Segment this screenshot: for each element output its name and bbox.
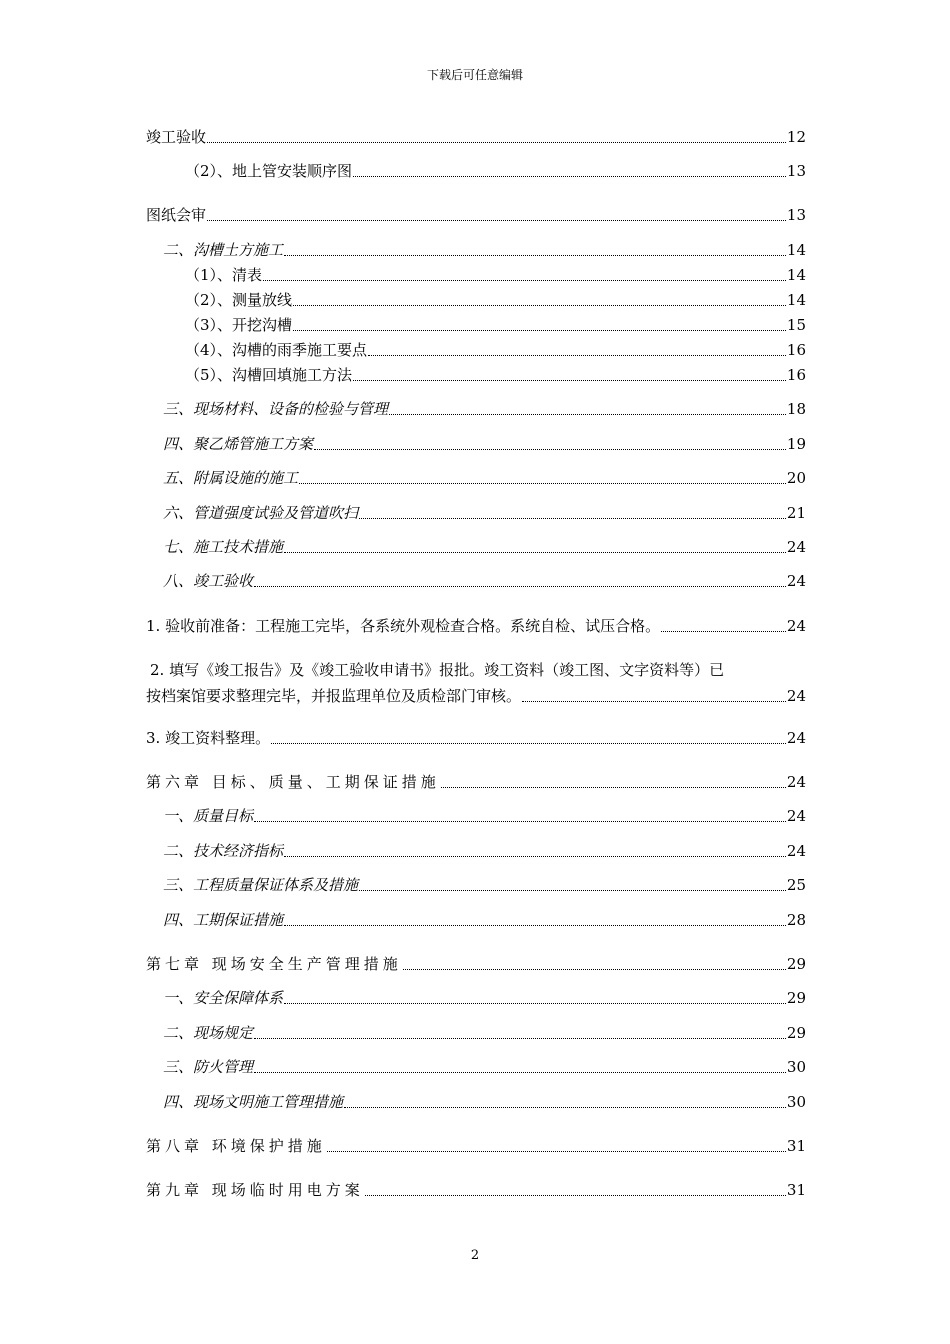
- toc-entry[interactable]: [163, 1022, 806, 1044]
- toc-entry[interactable]: [185, 364, 806, 386]
- toc-page: 13: [786, 162, 806, 180]
- toc-title: 第八章 环境保护措施: [146, 1137, 326, 1155]
- toc-page: 24: [786, 729, 806, 747]
- toc-row-line2: [146, 683, 806, 709]
- toc-entry[interactable]: [163, 570, 806, 592]
- toc-entry[interactable]: [163, 467, 806, 489]
- toc-title: 四、现场文明施工管理措施: [163, 1093, 344, 1111]
- toc-entry[interactable]: [163, 502, 806, 524]
- toc-title-line2: 按档案馆要求整理完毕，并报监理单位及质检部门审核。: [146, 687, 522, 705]
- toc-title: 竣工验收: [146, 128, 207, 146]
- toc-title: 3. 竣工资料整理。: [146, 729, 271, 747]
- dot-leader: [522, 701, 786, 702]
- toc-page: 18: [786, 400, 806, 418]
- dot-leader: [293, 305, 786, 306]
- toc-title: 第九章 现场临时用电方案: [146, 1181, 364, 1199]
- toc-entry[interactable]: [163, 536, 806, 558]
- toc-entry[interactable]: [163, 433, 806, 455]
- toc-entry[interactable]: [163, 239, 806, 261]
- toc-entry[interactable]: [163, 874, 806, 896]
- toc-page: 25: [786, 876, 806, 894]
- dot-leader: [207, 220, 786, 221]
- dot-leader: [359, 518, 786, 519]
- dot-leader: [293, 330, 786, 331]
- toc-page: 31: [786, 1137, 806, 1155]
- dot-leader: [284, 552, 786, 553]
- toc-title: 八、竣工验收: [163, 572, 254, 590]
- dot-leader: [254, 1072, 786, 1073]
- toc-entry[interactable]: [146, 1135, 806, 1157]
- toc-title: （3）、开挖沟槽: [185, 316, 293, 334]
- toc-page: 30: [786, 1093, 806, 1111]
- toc-page: 16: [786, 341, 806, 359]
- toc-title: （2）、地上管安装顺序图: [185, 162, 353, 180]
- toc-page: 14: [786, 241, 806, 259]
- toc-title: 一、安全保障体系: [163, 989, 284, 1007]
- toc-entry[interactable]: [163, 987, 806, 1009]
- dot-leader: [207, 142, 786, 143]
- toc-entry[interactable]: [146, 615, 806, 637]
- toc-page: 20: [786, 469, 806, 487]
- toc-title: 五、附属设施的施工: [163, 469, 299, 487]
- toc-entry[interactable]: [146, 953, 806, 975]
- dot-leader: [368, 355, 786, 356]
- toc-page: 24: [786, 807, 806, 825]
- dot-leader: [403, 969, 786, 970]
- toc-entry[interactable]: [163, 909, 806, 931]
- dot-leader: [365, 1195, 786, 1196]
- toc-title: 四、聚乙烯管施工方案: [163, 435, 314, 453]
- toc-title-line1: 2. 填写《竣工报告》及《竣工验收申请书》报批。竣工资料（竣工图、文字资料等）已: [150, 661, 725, 679]
- toc-page: 14: [786, 291, 806, 309]
- toc-page: 24: [786, 538, 806, 556]
- dot-leader: [284, 856, 786, 857]
- toc-page: 24: [786, 617, 806, 635]
- toc-entry[interactable]: [163, 1056, 806, 1078]
- toc-title: 第七章 现场安全生产管理措施: [146, 955, 402, 973]
- toc-title: 二、现场规定: [163, 1024, 254, 1042]
- toc-entry[interactable]: [146, 204, 806, 226]
- toc-page: 13: [786, 206, 806, 224]
- dot-leader: [327, 1151, 786, 1152]
- toc-page: 24: [786, 842, 806, 860]
- dot-leader: [441, 787, 786, 788]
- toc-page: 31: [786, 1181, 806, 1199]
- toc-page: 12: [786, 128, 806, 146]
- toc-title: （1）、清表: [185, 266, 263, 284]
- dot-leader: [254, 821, 786, 822]
- toc-entry[interactable]: [163, 398, 806, 420]
- toc-page: 29: [786, 1024, 806, 1042]
- dot-leader: [284, 255, 786, 256]
- toc-page: 30: [786, 1058, 806, 1076]
- dot-leader: [263, 280, 786, 281]
- toc-title: 三、现场材料、设备的检验与管理: [163, 400, 389, 418]
- dot-leader: [254, 586, 786, 587]
- dot-leader: [359, 890, 786, 891]
- dot-leader: [271, 743, 786, 744]
- toc-entry[interactable]: [146, 1179, 806, 1201]
- dot-leader: [284, 1003, 786, 1004]
- toc-entry[interactable]: [185, 264, 806, 286]
- toc-page: 24: [786, 687, 806, 705]
- toc-page: 29: [786, 989, 806, 1007]
- toc-entry[interactable]: [163, 1091, 806, 1113]
- dot-leader: [254, 1038, 786, 1039]
- toc-title: 1. 验收前准备：工程施工完毕，各系统外观检查合格。系统自检、试压合格。: [146, 617, 661, 635]
- toc-title: 图纸会审: [146, 206, 207, 224]
- dot-leader: [389, 414, 786, 415]
- toc-page: 16: [786, 366, 806, 384]
- toc-page: 15: [786, 316, 806, 334]
- page-header: 下载后可任意编辑: [426, 68, 523, 82]
- toc-page: 14: [786, 266, 806, 284]
- dot-leader: [661, 631, 786, 632]
- toc-title: （5）、沟槽回填施工方法: [185, 366, 353, 384]
- toc-page: 19: [786, 435, 806, 453]
- toc-entry[interactable]: [146, 771, 806, 793]
- dot-leader: [353, 176, 786, 177]
- toc-entry[interactable]: [146, 727, 806, 749]
- toc-entry[interactable]: [185, 160, 806, 182]
- toc-page: 24: [786, 572, 806, 590]
- toc-title: 六、管道强度试验及管道吹扫: [163, 504, 359, 522]
- toc-entry[interactable]: [163, 840, 806, 862]
- toc-title: 七、施工技术措施: [163, 538, 284, 556]
- toc-page: 29: [786, 955, 806, 973]
- toc-entry[interactable]: [185, 289, 806, 311]
- toc-entry[interactable]: [163, 805, 806, 827]
- toc-title: 一、质量目标: [163, 807, 254, 825]
- toc-title: （2）、测量放线: [185, 291, 293, 309]
- dot-leader: [314, 449, 786, 450]
- toc-entry[interactable]: [185, 314, 806, 336]
- toc-entry[interactable]: [146, 126, 806, 148]
- toc-title: 二、技术经济指标: [163, 842, 284, 860]
- toc-entry[interactable]: [185, 339, 806, 361]
- dot-leader: [344, 1107, 786, 1108]
- toc-entry-multiline[interactable]: [146, 657, 806, 709]
- toc-title: 第六章 目标、质量、工期保证措施: [146, 773, 440, 791]
- dot-leader: [353, 380, 786, 381]
- toc-page: 24: [786, 773, 806, 791]
- toc-title: 三、工程质量保证体系及措施: [163, 876, 359, 894]
- toc-title: 三、防火管理: [163, 1058, 254, 1076]
- dot-leader: [299, 483, 786, 484]
- page-number: 2: [470, 1248, 480, 1263]
- toc-page: 21: [786, 504, 806, 522]
- dot-leader: [284, 925, 786, 926]
- toc-title: 四、工期保证措施: [163, 911, 284, 929]
- toc-title: （4）、沟槽的雨季施工要点: [185, 341, 368, 359]
- toc-page: 28: [786, 911, 806, 929]
- toc-title: 二、沟槽土方施工: [163, 241, 284, 259]
